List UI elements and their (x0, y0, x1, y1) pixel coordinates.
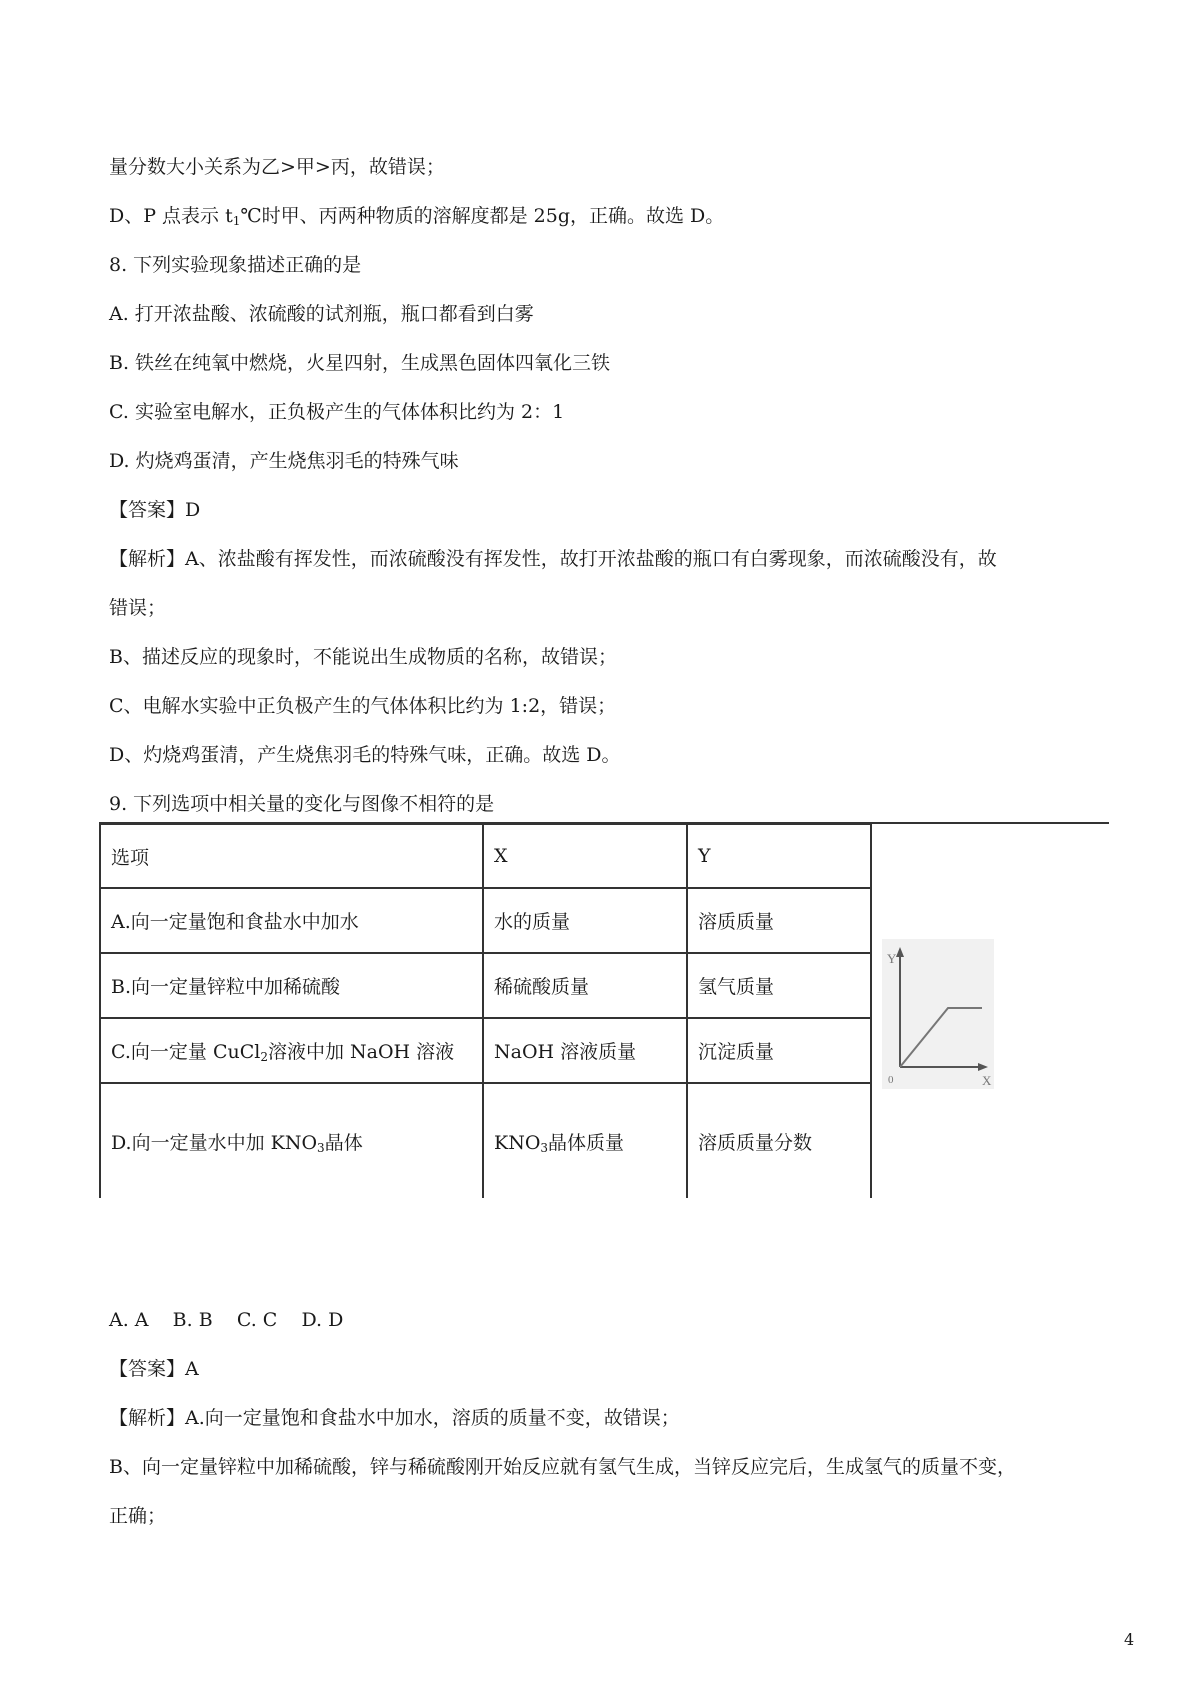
text-line-2-end: ℃时甲、丙两种物质的溶解度都是 25g，正确。故选 D。 (240, 205, 725, 227)
text-line-2-start: D、P 点表示 t (109, 205, 233, 227)
question-8: 8. 下列实验现象描述正确的是 (109, 254, 362, 276)
q8-option-b: B. 铁丝在纯氧中燃烧，火星四射，生成黑色固体四氧化三铁 (109, 352, 611, 374)
row-c-x: NaOH 溶液质量 (483, 1018, 687, 1083)
row-a-x: 水的质量 (483, 888, 687, 953)
text-line-1: 量分数大小关系为乙>甲>丙，故错误； (109, 156, 445, 178)
row-d-x-b: 晶体质量 (548, 1131, 625, 1154)
q8-explanation-d: D、灼烧鸡蛋清，产生烧焦羽毛的特殊气味，正确。故选 D。 (109, 744, 621, 766)
row-d-y: 溶质质量分数 (687, 1083, 871, 1198)
q8-explanation-a-cont: 错误； (109, 597, 167, 619)
row-c-text-b: 溶液中加 NaOH 溶液 (267, 1041, 455, 1063)
row-b-y: 氢气质量 (687, 953, 871, 1018)
x-axis-label: X (982, 1073, 992, 1088)
q8-explanation-c: C、电解水实验中正负极产生的气体体积比约为 1:2，错误； (109, 695, 617, 717)
question-9: 9. 下列选项中相关量的变化与图像不相符的是 (109, 793, 495, 815)
row-a-option: A.向一定量饱和食盐水中加水 (100, 888, 483, 953)
row-c-y: 沉淀质量 (687, 1018, 871, 1083)
row-d-text-a: D.向一定量水中加 KNO (111, 1131, 318, 1154)
q9-answer: 【答案】A (109, 1358, 199, 1380)
xy-graph (882, 939, 994, 1089)
row-a-y: 溶质质量 (687, 888, 871, 953)
q9-explanation-b-cont: 正确； (109, 1505, 167, 1527)
header-x: X (483, 824, 687, 888)
row-c-option (100, 1018, 483, 1083)
q8-option-d: D. 灼烧鸡蛋清，产生烧焦羽毛的特殊气味 (109, 450, 459, 472)
q9-explanation-a: 【解析】A.向一定量饱和食盐水中加水，溶质的质量不变，故错误； (109, 1407, 680, 1429)
page-number: 4 (1124, 1630, 1135, 1649)
header-option: 选项 (100, 824, 483, 888)
y-axis-arrow (896, 947, 904, 957)
origin-label: 0 (888, 1074, 894, 1086)
subscript: 1 (232, 214, 241, 228)
row-d-option (100, 1083, 483, 1198)
graph-svg (882, 939, 994, 1089)
q9-options: A. A B. B C. C D. D (109, 1309, 344, 1331)
header-y: Y (687, 824, 871, 888)
table-header-row (100, 824, 1094, 888)
row-b-option: B.向一定量锌粒中加稀硫酸 (100, 953, 483, 1018)
q8-answer: 【答案】D (109, 499, 201, 521)
subscript: 2 (260, 1050, 268, 1064)
graph-curve (900, 1008, 982, 1067)
row-d-text-b: 晶体 (324, 1131, 363, 1154)
q8-option-a: A. 打开浓盐酸、浓硫酸的试剂瓶，瓶口都看到白雾 (109, 303, 534, 325)
x-axis-arrow (978, 1063, 988, 1071)
row-d-x-a: KNO (494, 1131, 541, 1154)
row-c-text-a: C.向一定量 CuCl (111, 1041, 261, 1063)
subscript: 3 (317, 1140, 325, 1155)
subscript: 3 (540, 1140, 549, 1155)
row-b-x: 稀硫酸质量 (483, 953, 687, 1018)
q9-explanation-b: B、向一定量锌粒中加稀硫酸，锌与稀硫酸刚开始反应就有氢气生成，当锌反应完后，生成氢气的质量不变， (109, 1456, 1016, 1478)
text-line-2 (109, 204, 724, 233)
y-axis-label: Y (887, 951, 897, 966)
row-d-x (483, 1083, 687, 1198)
q8-option-c: C. 实验室电解水，正负极产生的气体体积比约为 2：1 (109, 401, 565, 423)
q8-explanation-a: 【解析】A、浓盐酸有挥发性，而浓硫酸没有挥发性，故打开浓盐酸的瓶口有白雾现象，而浓硫酸没有，故 (109, 548, 997, 570)
q8-explanation-b: B、描述反应的现象时，不能说出生成物质的名称，故错误； (109, 646, 617, 668)
